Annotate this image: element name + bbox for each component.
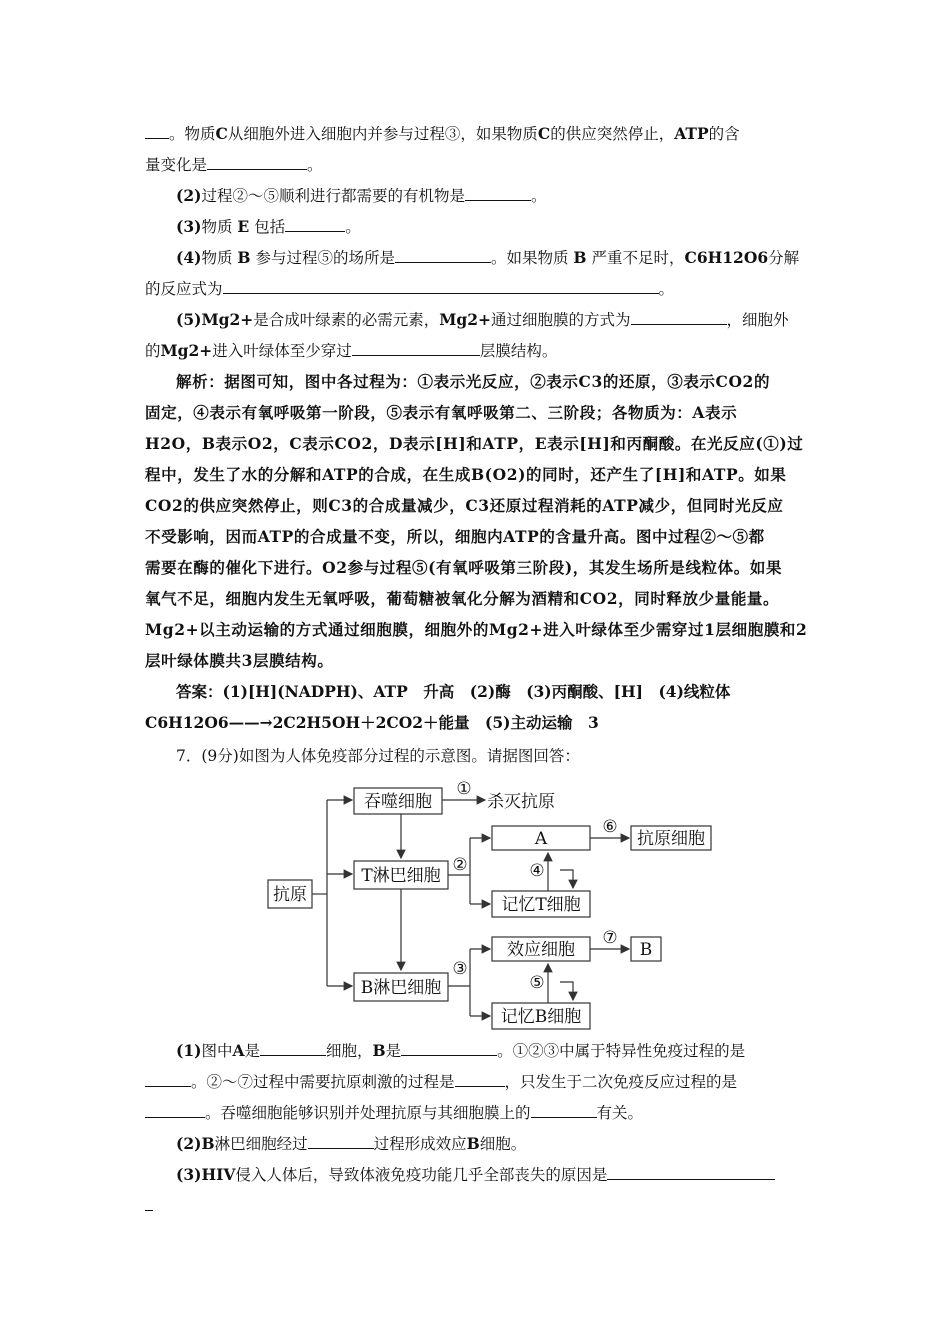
step-6-label: ⑥ <box>602 817 618 837</box>
question-7-1-line2 <box>145 1072 810 1092</box>
text: C <box>215 124 228 143</box>
text: 。 <box>530 187 547 205</box>
question-6-4-end <box>145 279 810 299</box>
analysis-line: 程中，发生了水的分解和ATP的合成，在生成B(O2)的同时，还产生了[H]和ATP。如果 <box>145 465 787 484</box>
text: 图中 <box>201 1042 233 1060</box>
text: 层膜结构。 <box>479 342 558 360</box>
text: 量变化是 <box>145 156 208 174</box>
text: 通过细胞膜的方式为 <box>491 311 631 329</box>
answer-blank[interactable] <box>531 1103 597 1118</box>
text: ，细胞外 <box>726 311 789 329</box>
text: 严重不足时， <box>591 249 685 267</box>
step-4-label: ④ <box>529 861 545 881</box>
text: 分解 <box>768 249 800 267</box>
text: E <box>237 217 250 236</box>
text: 物质 <box>201 249 233 267</box>
analysis-line: CO2的供应突然停止，则C3的合成量减少，C3还原过程消耗的ATP减少，但同时光反应 <box>145 496 784 515</box>
text: B <box>573 248 587 267</box>
text: 过程形成效应 <box>373 1135 467 1153</box>
question-6-5-end <box>145 341 810 361</box>
effector-cell-label: 效应细胞 <box>507 940 575 960</box>
text: C <box>537 124 551 143</box>
question-number: (3) <box>176 217 202 236</box>
question-7-1-line3 <box>145 1103 810 1123</box>
answer-blank[interactable] <box>207 155 307 170</box>
text: 是合成叶绿素的必需元素， <box>253 311 440 329</box>
memory-b-label: 记忆B细胞 <box>500 1007 582 1027</box>
answer-blank[interactable] <box>308 1134 374 1149</box>
question-6-2 <box>176 186 810 206</box>
question-number: (4) <box>176 248 202 267</box>
text: 侵入人体后，导致体液免疫功能几乎全部丧失的原因是 <box>235 1166 608 1184</box>
step-2-label: ② <box>452 855 468 875</box>
text: 细胞， <box>326 1042 373 1060</box>
text: 的反应式为 <box>145 280 223 298</box>
question-number: (5) <box>176 310 202 329</box>
text: ，只发生于二次免疫反应过程的是 <box>504 1073 738 1091</box>
kill-antigen-label: 杀灭抗原 <box>487 792 555 812</box>
arrow <box>560 982 573 1000</box>
text: 。②～⑦过程中需要抗原刺激的过程是 <box>191 1073 455 1091</box>
question-6-1-continued <box>145 124 810 144</box>
question-6-5 <box>176 310 810 330</box>
text: 的含 <box>708 125 740 143</box>
memory-t-label: 记忆T细胞 <box>501 895 581 915</box>
answer-blank[interactable] <box>352 341 480 356</box>
text: 有关。 <box>596 1104 644 1122</box>
text: B <box>466 1134 480 1153</box>
text: 进入叶绿体至少穿过 <box>212 342 352 360</box>
answer-blank[interactable] <box>465 186 531 201</box>
target-cell-label: 抗原细胞 <box>637 829 705 849</box>
text: 细胞。 <box>479 1135 527 1153</box>
answer-blank[interactable] <box>285 217 345 232</box>
step-7-label: ⑦ <box>602 928 618 948</box>
answer-blank[interactable] <box>401 1041 497 1056</box>
answer-blank[interactable] <box>145 1072 191 1087</box>
text: HIV <box>201 1165 236 1184</box>
step-5-label: ⑤ <box>529 973 545 993</box>
question-6-1-end <box>145 155 810 175</box>
text: B <box>201 1134 215 1153</box>
answer-line: 答案：(1)[H](NADPH)、ATP 升高 (2)酶 (3)丙酮酸、[H] (4)线粒体 <box>176 682 731 701</box>
formula: Mg2+ <box>201 310 254 329</box>
analysis-line: 需要在酶的催化下进行。O2参与过程⑤(有氧呼吸第三阶段)，其发生场所是线粒体。如果 <box>145 558 783 577</box>
question-7-3 <box>176 1165 810 1185</box>
text: B <box>372 1041 386 1060</box>
question-6-3 <box>176 217 810 237</box>
text: 从细胞外进入细胞内并参与过程③，如果物质 <box>227 125 538 143</box>
analysis-line: 固定，④表示有氧呼吸第一阶段，⑤表示有氧呼吸第二、三阶段；各物质为：A表示 <box>145 403 738 422</box>
question-7-3-line2 <box>145 1196 810 1216</box>
text: 。 <box>345 218 361 236</box>
analysis-line: 不受影响，因而ATP的合成量不变，所以，细胞内ATP的含量升高。图中过程②～⑤都 <box>145 527 765 546</box>
question-7-2 <box>176 1134 810 1154</box>
text: 。 <box>658 280 675 298</box>
text: 淋巴细胞经过 <box>214 1135 308 1153</box>
text: 参与过程⑤的场所是 <box>255 249 395 267</box>
text: 。 <box>307 156 323 174</box>
text: 。吞噬细胞能够识别并处理抗原与其细胞膜上的 <box>205 1104 531 1122</box>
answer-blank[interactable] <box>455 1072 505 1087</box>
t-cell-label: T淋巴细胞 <box>361 866 441 886</box>
analysis-line: Mg2+以主动运输的方式通过细胞膜，细胞外的Mg2+进入叶绿体至少需穿过1层细胞膜和2 <box>145 620 808 639</box>
analysis-line: 解析：据图可知，图中各过程为：①表示光反应，②表示C3的还原，③表示CO2的 <box>176 372 771 391</box>
text: ATP <box>674 124 709 143</box>
analysis-line: 氧气不足，细胞内发生无氧呼吸，葡萄糖被氧化分解为酒精和CO2，同时释放少量能量。 <box>145 589 780 608</box>
formula: C6H12O6 <box>684 248 769 267</box>
answer-blank[interactable] <box>223 279 659 294</box>
text: B <box>237 248 251 267</box>
question-number: (2) <box>176 1134 202 1153</box>
answer-blank[interactable] <box>607 1165 775 1180</box>
text: 的 <box>145 342 161 360</box>
question-number: (3) <box>176 1165 202 1184</box>
text: 。①②③中属于特异性免疫过程的是 <box>497 1042 746 1060</box>
answer-blank[interactable] <box>145 124 169 139</box>
question-number: (1) <box>176 1041 202 1060</box>
formula: Mg2+ <box>439 310 492 329</box>
question-7-title: 7．(9分)如图为人体免疫部分过程的示意图。请据图回答： <box>176 747 580 765</box>
analysis-line: H2O，B表示O2，C表示CO2，D表示[H]和ATP，E表示[H]和丙酮酸。在光反应(①)过 <box>145 434 804 453</box>
text: 的供应突然停止， <box>550 125 675 143</box>
answer-line: C6H12O6——→2C2H5OH＋2CO2＋能量 (5)主动运输 3 <box>145 713 599 732</box>
text: A <box>232 1041 245 1060</box>
question-6-4 <box>176 248 810 268</box>
arrow <box>560 870 573 888</box>
formula: Mg2+ <box>160 341 213 360</box>
immune-process-diagram <box>265 778 725 1034</box>
answer-blank[interactable] <box>260 1041 326 1056</box>
question-number: (2) <box>176 186 202 205</box>
step-3-label: ③ <box>452 959 468 979</box>
text: 。如果物质 <box>490 249 569 267</box>
text: 物质 <box>201 218 233 236</box>
text: 。物质 <box>169 125 216 143</box>
text: 是 <box>385 1042 402 1060</box>
text: 是 <box>244 1042 261 1060</box>
analysis-line: 层叶绿体膜共3层膜结构。 <box>145 651 334 670</box>
answer-blank[interactable] <box>631 310 727 325</box>
answer-blank[interactable] <box>145 1196 153 1211</box>
antigen-label: 抗原 <box>273 885 307 905</box>
step-1-label: ① <box>456 779 472 799</box>
question-7-1 <box>176 1041 810 1061</box>
text: 包括 <box>254 218 286 236</box>
b-label: B <box>639 940 653 960</box>
answer-blank[interactable] <box>145 1103 205 1118</box>
text: 过程②～⑤顺利进行都需要的有机物是 <box>201 187 465 205</box>
answer-blank[interactable] <box>395 248 491 263</box>
b-cell-label: B淋巴细胞 <box>360 978 442 998</box>
phagocyte-label: 吞噬细胞 <box>364 792 432 812</box>
a-label: A <box>534 829 548 849</box>
